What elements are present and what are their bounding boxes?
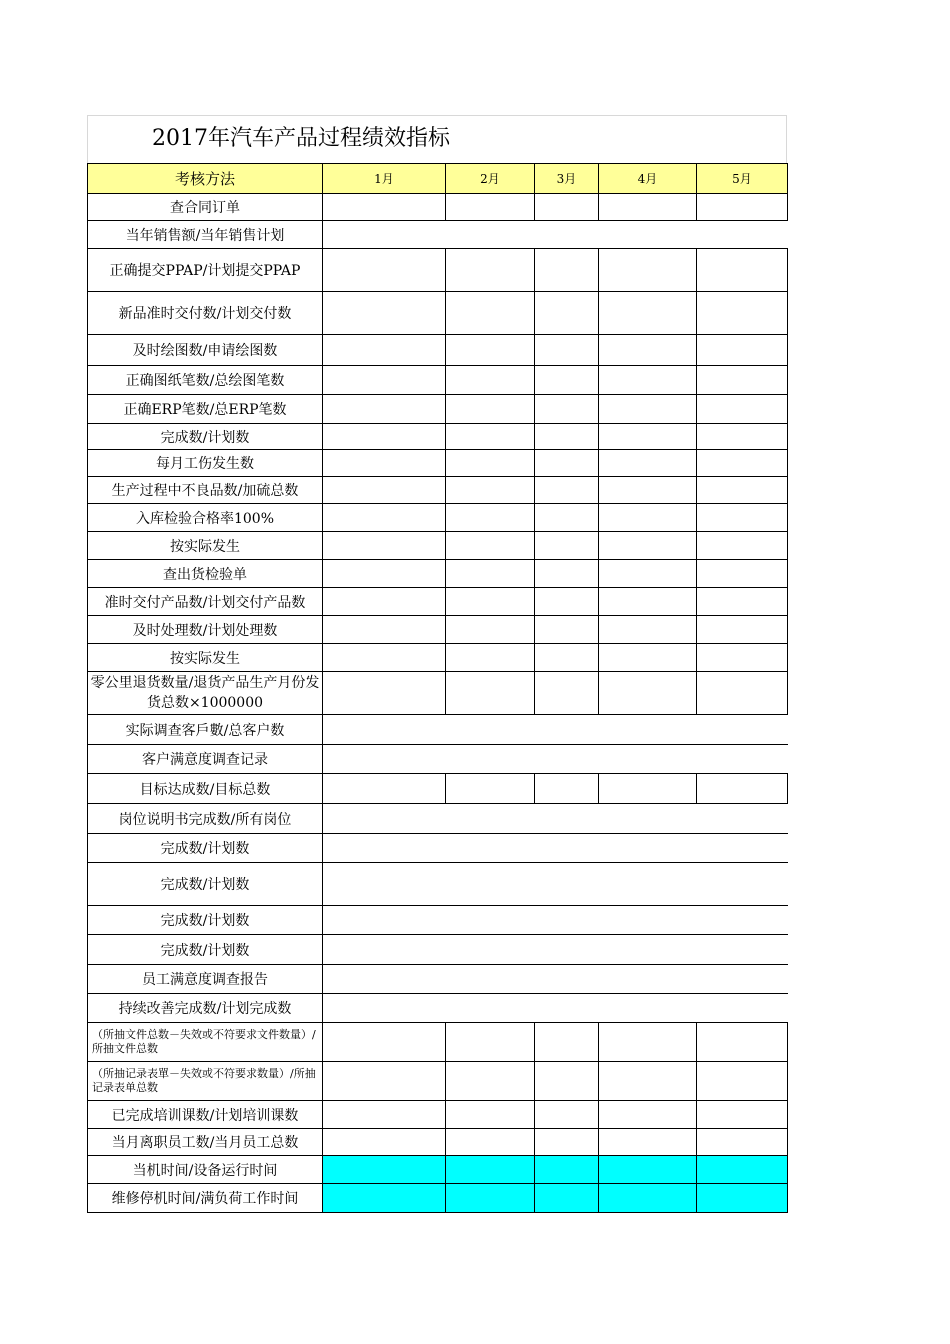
method-cell: 完成数/计划数 — [88, 834, 323, 863]
month-value-cell[interactable] — [446, 1129, 535, 1156]
table-row — [88, 644, 788, 672]
month-value-cell[interactable] — [446, 194, 535, 221]
month-value-cell[interactable] — [323, 366, 446, 395]
month-value-cell[interactable] — [599, 532, 697, 560]
method-cell: 准时交付产品数/计划交付产品数 — [88, 588, 323, 616]
month-value-cell[interactable] — [599, 560, 697, 588]
month-value-cell[interactable] — [697, 450, 788, 477]
merged-value-cell[interactable] — [323, 221, 788, 249]
month-value-cell[interactable] — [535, 504, 599, 532]
month-value-cell[interactable] — [697, 424, 788, 450]
month-value-cell[interactable] — [599, 395, 697, 424]
sheet — [87, 115, 787, 1213]
month-value-cell[interactable] — [535, 1062, 599, 1101]
month-value-cell[interactable] — [446, 504, 535, 532]
month-value-cell[interactable] — [599, 774, 697, 804]
month-value-cell[interactable] — [697, 1156, 788, 1184]
month-value-cell[interactable] — [323, 1184, 446, 1213]
month-value-cell[interactable] — [599, 588, 697, 616]
month-value-cell[interactable] — [446, 366, 535, 395]
month-value-cell[interactable] — [535, 1101, 599, 1129]
merged-value-cell[interactable] — [323, 965, 788, 994]
month-value-cell[interactable] — [446, 335, 535, 366]
method-cell: 岗位说明书完成数/所有岗位 — [88, 804, 323, 834]
table-row — [88, 715, 788, 745]
method-cell: 当年销售额/当年销售计划 — [88, 221, 323, 249]
month-value-cell[interactable] — [697, 477, 788, 504]
month-value-cell[interactable] — [535, 450, 599, 477]
merged-value-cell[interactable] — [323, 715, 788, 745]
method-cell: （所抽文件总数－失效或不符要求文件数量）/所抽文件总数 — [88, 1023, 323, 1062]
month-value-cell[interactable] — [599, 366, 697, 395]
month-value-cell[interactable] — [535, 774, 599, 804]
month-value-cell[interactable] — [323, 644, 446, 672]
header-row — [88, 164, 788, 194]
method-cell: （所抽记录表單－失效或不符要求数量）/所抽记录表单总数 — [88, 1062, 323, 1101]
table-row — [88, 1101, 788, 1129]
merged-value-cell[interactable] — [323, 834, 788, 863]
table-row — [88, 994, 788, 1023]
month-value-cell[interactable] — [323, 560, 446, 588]
table-row — [88, 1062, 788, 1101]
month-value-cell[interactable] — [323, 292, 446, 335]
month-value-cell[interactable] — [446, 1023, 535, 1062]
month-value-cell[interactable] — [323, 532, 446, 560]
header-month-2: 2月 — [446, 164, 535, 194]
month-value-cell[interactable] — [599, 1129, 697, 1156]
method-cell: 已完成培训课数/计划培训课数 — [88, 1101, 323, 1129]
month-value-cell[interactable] — [535, 560, 599, 588]
merged-value-cell[interactable] — [323, 745, 788, 774]
method-cell: 生产过程中不良品数/加硫总数 — [88, 477, 323, 504]
month-value-cell[interactable] — [599, 424, 697, 450]
table-row — [88, 477, 788, 504]
month-value-cell[interactable] — [535, 194, 599, 221]
month-value-cell[interactable] — [535, 477, 599, 504]
month-value-cell[interactable] — [446, 292, 535, 335]
month-value-cell[interactable] — [446, 616, 535, 644]
month-value-cell[interactable] — [323, 335, 446, 366]
month-value-cell[interactable] — [697, 1023, 788, 1062]
month-value-cell[interactable] — [446, 424, 535, 450]
month-value-cell[interactable] — [446, 477, 535, 504]
month-value-cell[interactable] — [446, 644, 535, 672]
method-cell: 当机时间/设备运行时间 — [88, 1156, 323, 1184]
table-row — [88, 804, 788, 834]
month-value-cell[interactable] — [323, 194, 446, 221]
method-cell: 入库检验合格率100% — [88, 504, 323, 532]
method-cell: 及时处理数/计划处理数 — [88, 616, 323, 644]
table-row — [88, 221, 788, 249]
month-value-cell[interactable] — [535, 532, 599, 560]
month-value-cell[interactable] — [599, 335, 697, 366]
month-value-cell[interactable] — [535, 1023, 599, 1062]
table-row — [88, 616, 788, 644]
month-value-cell[interactable] — [535, 588, 599, 616]
method-cell: 正确图纸笔数/总绘图笔数 — [88, 366, 323, 395]
month-value-cell[interactable] — [535, 1129, 599, 1156]
table-row — [88, 906, 788, 935]
month-value-cell[interactable] — [323, 395, 446, 424]
month-value-cell[interactable] — [446, 1156, 535, 1184]
month-value-cell[interactable] — [599, 477, 697, 504]
month-value-cell[interactable] — [323, 672, 446, 715]
month-value-cell[interactable] — [323, 616, 446, 644]
table-row — [88, 745, 788, 774]
method-cell: 及时绘图数/申请绘图数 — [88, 335, 323, 366]
month-value-cell[interactable] — [323, 424, 446, 450]
merged-value-cell[interactable] — [323, 935, 788, 965]
month-value-cell[interactable] — [697, 774, 788, 804]
method-cell: 正确提交PPAP/计划提交PPAP — [88, 249, 323, 292]
month-value-cell[interactable] — [535, 672, 599, 715]
table-row — [88, 560, 788, 588]
month-value-cell[interactable] — [697, 588, 788, 616]
table-row — [88, 774, 788, 804]
method-cell: 按实际发生 — [88, 644, 323, 672]
method-cell: 完成数/计划数 — [88, 935, 323, 965]
month-value-cell[interactable] — [446, 532, 535, 560]
month-value-cell[interactable] — [599, 504, 697, 532]
month-value-cell[interactable] — [323, 1023, 446, 1062]
month-value-cell[interactable] — [697, 194, 788, 221]
table-row — [88, 965, 788, 994]
month-value-cell[interactable] — [697, 366, 788, 395]
method-cell: 完成数/计划数 — [88, 424, 323, 450]
table-row — [88, 1023, 788, 1062]
month-value-cell[interactable] — [323, 1101, 446, 1129]
month-value-cell[interactable] — [697, 1129, 788, 1156]
method-cell: 查出货检验单 — [88, 560, 323, 588]
table-row — [88, 249, 788, 292]
method-cell: 零公里退货数量/退货产品生产月份发货总数×1000000 — [88, 672, 323, 715]
month-value-cell[interactable] — [323, 450, 446, 477]
table-row — [88, 935, 788, 965]
month-value-cell[interactable] — [535, 1184, 599, 1213]
month-value-cell[interactable] — [697, 532, 788, 560]
month-value-cell[interactable] — [697, 1184, 788, 1213]
month-value-cell[interactable] — [697, 672, 788, 715]
method-cell: 实际调查客戶數/总客户数 — [88, 715, 323, 745]
method-cell: 持续改善完成数/计划完成数 — [88, 994, 323, 1023]
table-row — [88, 194, 788, 221]
month-value-cell[interactable] — [599, 1156, 697, 1184]
month-value-cell[interactable] — [697, 249, 788, 292]
month-value-cell[interactable] — [697, 1062, 788, 1101]
month-value-cell[interactable] — [599, 292, 697, 335]
header-month-1: 1月 — [323, 164, 446, 194]
month-value-cell[interactable] — [446, 672, 535, 715]
month-value-cell[interactable] — [535, 424, 599, 450]
month-value-cell[interactable] — [535, 395, 599, 424]
month-value-cell[interactable] — [446, 1184, 535, 1213]
table-row — [88, 1184, 788, 1213]
title-row — [87, 115, 787, 163]
table-row — [88, 863, 788, 906]
table-row — [88, 532, 788, 560]
month-value-cell[interactable] — [599, 644, 697, 672]
month-value-cell[interactable] — [446, 450, 535, 477]
method-cell: 每月工伤发生数 — [88, 450, 323, 477]
page-title: 2017年汽车产品过程绩效指标 — [152, 126, 450, 151]
header-month-5: 5月 — [697, 164, 788, 194]
method-cell: 目标达成数/目标总数 — [88, 774, 323, 804]
month-value-cell[interactable] — [323, 588, 446, 616]
month-value-cell[interactable] — [697, 335, 788, 366]
month-value-cell[interactable] — [599, 1101, 697, 1129]
merged-value-cell[interactable] — [323, 863, 788, 906]
month-value-cell[interactable] — [446, 560, 535, 588]
header-method: 考核方法 — [88, 164, 323, 194]
month-value-cell[interactable] — [599, 450, 697, 477]
month-value-cell[interactable] — [446, 1101, 535, 1129]
month-value-cell[interactable] — [323, 1062, 446, 1101]
month-value-cell[interactable] — [599, 1184, 697, 1213]
table-row — [88, 366, 788, 395]
month-value-cell[interactable] — [446, 588, 535, 616]
month-value-cell[interactable] — [535, 292, 599, 335]
table-row — [88, 672, 788, 715]
merged-value-cell[interactable] — [323, 804, 788, 834]
month-value-cell[interactable] — [535, 366, 599, 395]
merged-value-cell[interactable] — [323, 906, 788, 935]
month-value-cell[interactable] — [599, 1023, 697, 1062]
method-cell: 员工满意度调查报告 — [88, 965, 323, 994]
method-cell: 当月离职员工数/当月员工总数 — [88, 1129, 323, 1156]
table-row — [88, 1129, 788, 1156]
method-cell: 正确ERP笔数/总ERP笔数 — [88, 395, 323, 424]
table-row — [88, 450, 788, 477]
table-row — [88, 292, 788, 335]
month-value-cell[interactable] — [599, 194, 697, 221]
month-value-cell[interactable] — [697, 1101, 788, 1129]
month-value-cell[interactable] — [599, 616, 697, 644]
month-value-cell[interactable] — [323, 504, 446, 532]
method-cell: 按实际发生 — [88, 532, 323, 560]
header-month-4: 4月 — [599, 164, 697, 194]
month-value-cell[interactable] — [323, 249, 446, 292]
month-value-cell[interactable] — [535, 249, 599, 292]
method-cell: 完成数/计划数 — [88, 863, 323, 906]
month-value-cell[interactable] — [697, 395, 788, 424]
month-value-cell[interactable] — [323, 1129, 446, 1156]
table-row — [88, 1156, 788, 1184]
kpi-table — [87, 163, 788, 1213]
month-value-cell[interactable] — [446, 395, 535, 424]
month-value-cell[interactable] — [446, 1062, 535, 1101]
method-cell: 完成数/计划数 — [88, 906, 323, 935]
table-row — [88, 335, 788, 366]
month-value-cell[interactable] — [535, 644, 599, 672]
month-value-cell[interactable] — [697, 560, 788, 588]
table-row — [88, 834, 788, 863]
month-value-cell[interactable] — [446, 249, 535, 292]
table-row — [88, 424, 788, 450]
month-value-cell[interactable] — [535, 1156, 599, 1184]
month-value-cell[interactable] — [535, 616, 599, 644]
month-value-cell[interactable] — [599, 672, 697, 715]
month-value-cell[interactable] — [535, 335, 599, 366]
table-row — [88, 395, 788, 424]
month-value-cell[interactable] — [697, 644, 788, 672]
method-cell: 查合同订单 — [88, 194, 323, 221]
month-value-cell[interactable] — [323, 774, 446, 804]
month-value-cell[interactable] — [599, 1062, 697, 1101]
merged-value-cell[interactable] — [323, 994, 788, 1023]
month-value-cell[interactable] — [323, 1156, 446, 1184]
month-value-cell[interactable] — [697, 504, 788, 532]
table-row — [88, 588, 788, 616]
month-value-cell[interactable] — [446, 774, 535, 804]
table-row — [88, 504, 788, 532]
month-value-cell[interactable] — [697, 616, 788, 644]
method-cell: 客户满意度调查记录 — [88, 745, 323, 774]
month-value-cell[interactable] — [323, 477, 446, 504]
month-value-cell[interactable] — [599, 249, 697, 292]
method-cell: 新品准时交付数/计划交付数 — [88, 292, 323, 335]
month-value-cell[interactable] — [697, 292, 788, 335]
method-cell: 维修停机时间/满负荷工作时间 — [88, 1184, 323, 1213]
header-month-3: 3月 — [535, 164, 599, 194]
